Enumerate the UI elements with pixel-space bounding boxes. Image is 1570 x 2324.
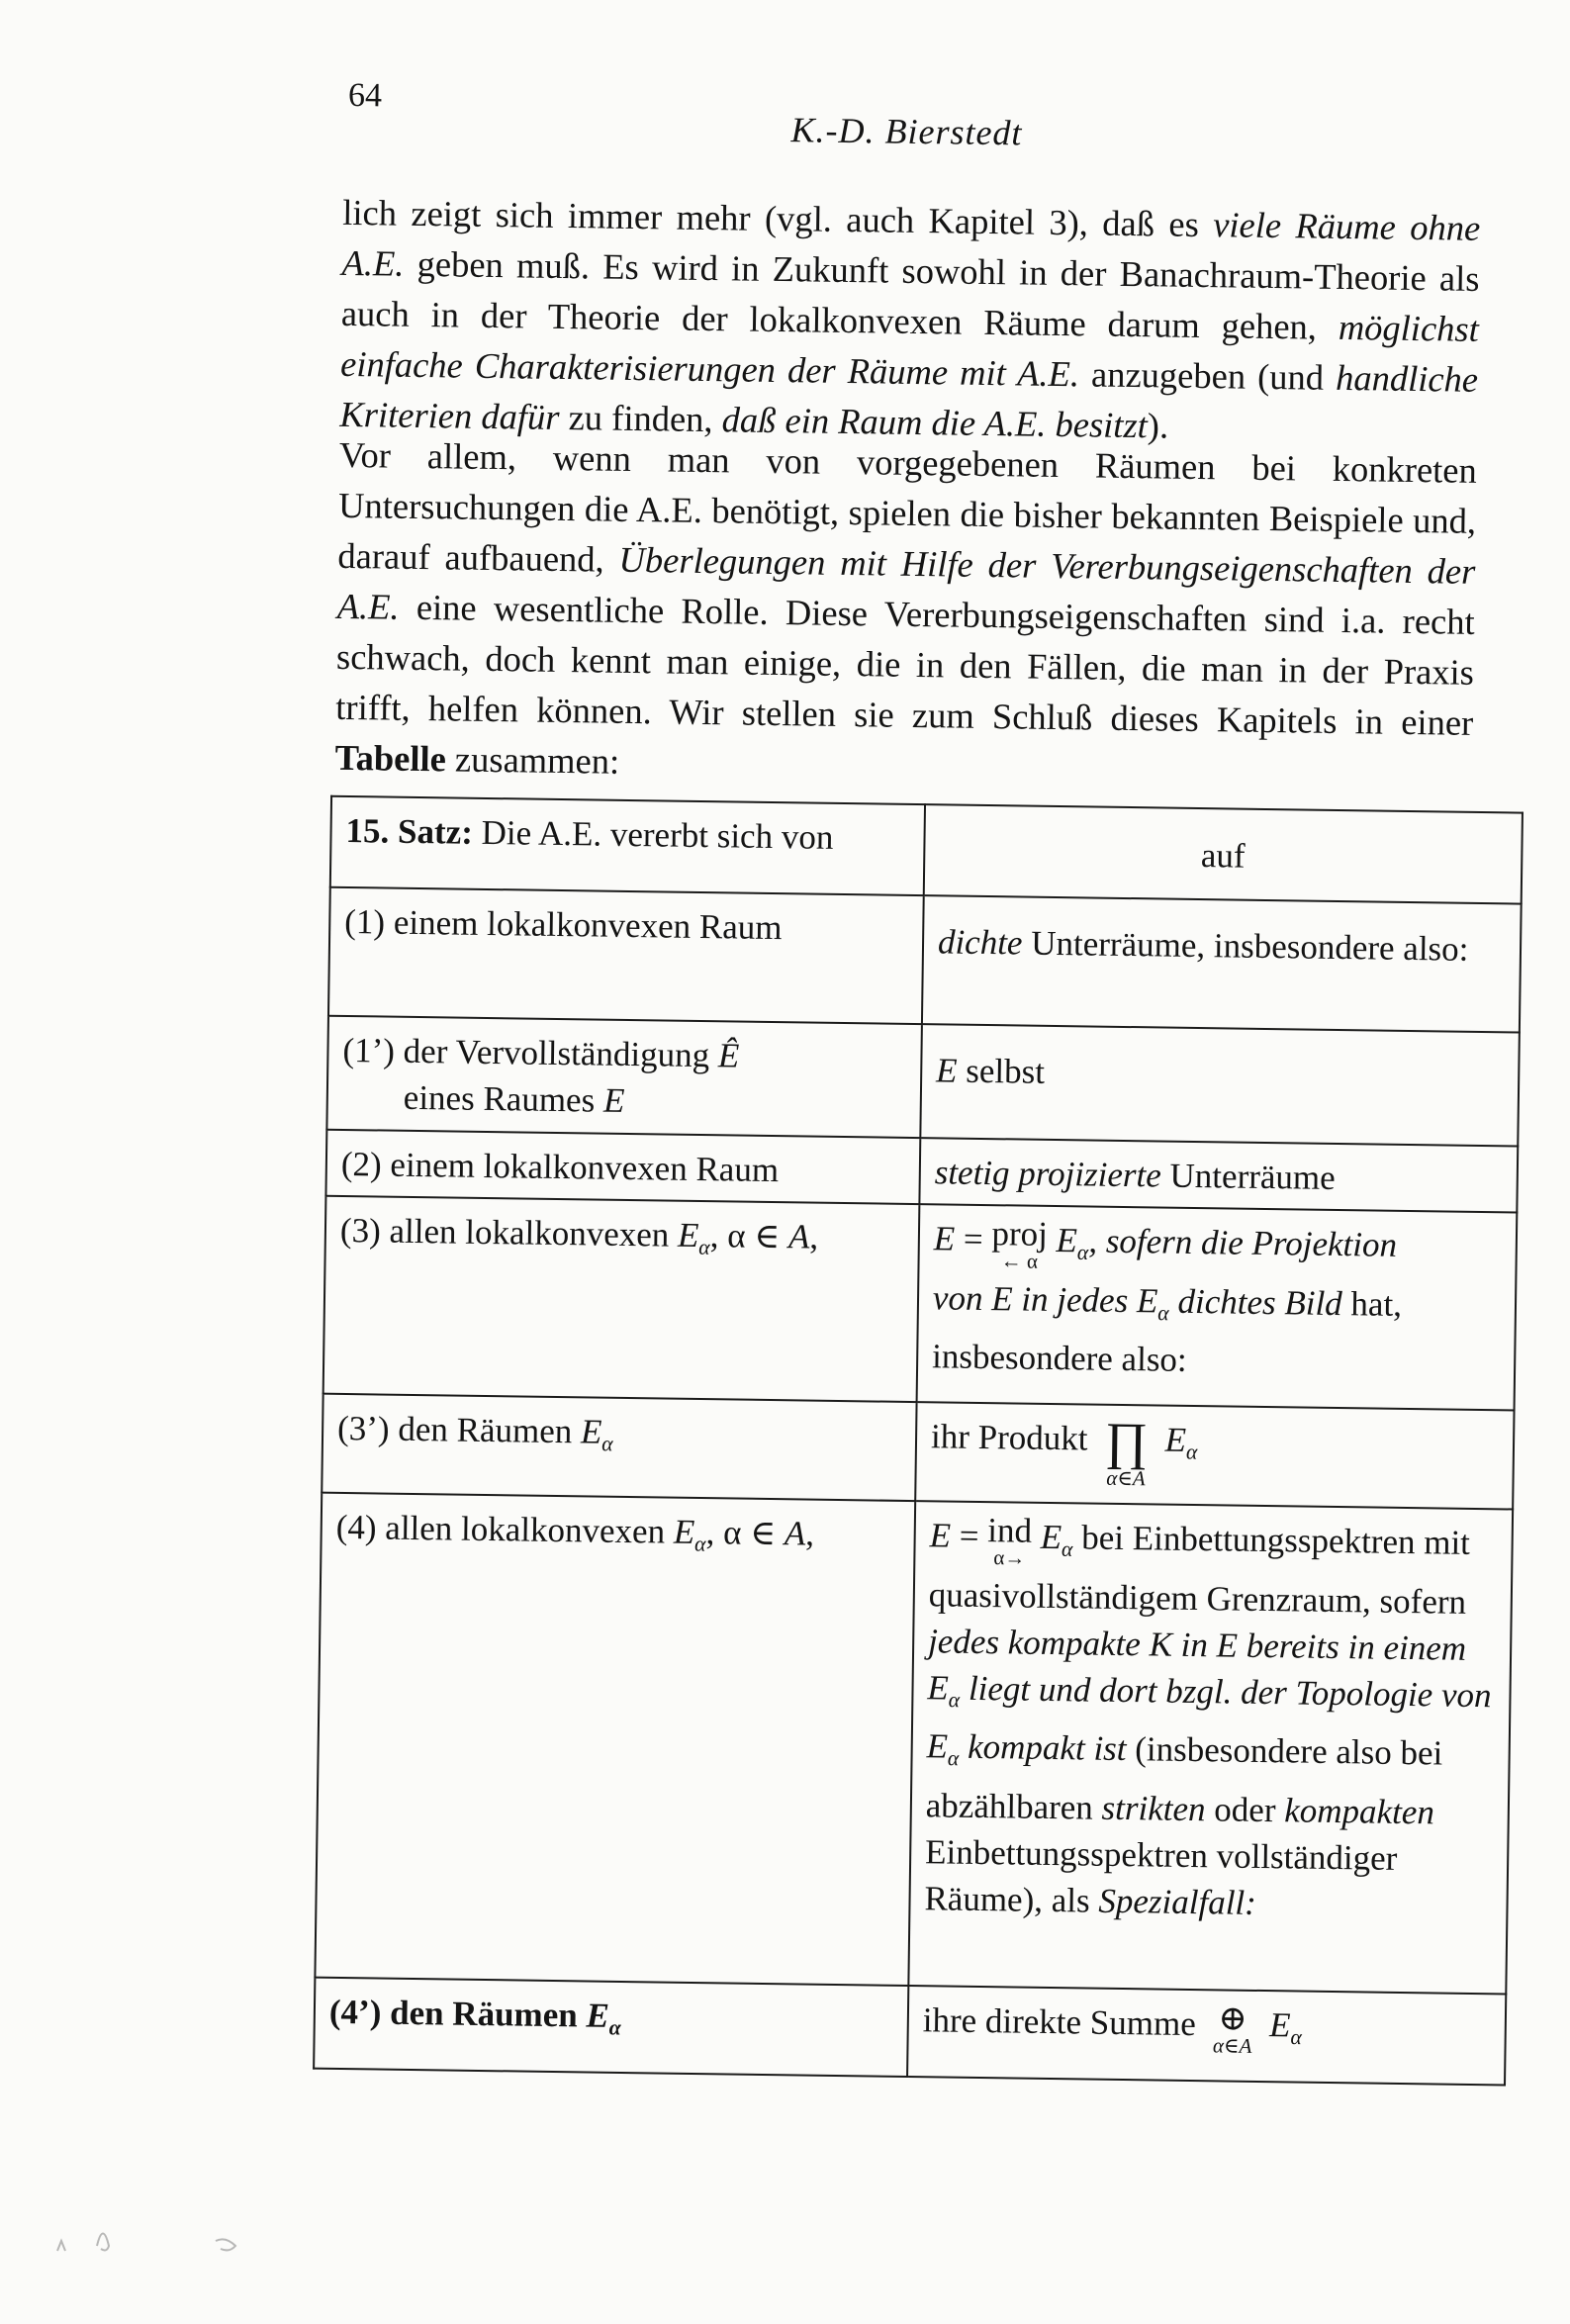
row-1-right — [922, 895, 1522, 1032]
theorem-label: 15. Satz: — [345, 810, 474, 852]
math-alpha: α — [1185, 1440, 1198, 1464]
math-alpha: α — [1076, 1240, 1089, 1265]
p2-text-1: Vor allem, wenn man von vorgegebenen Räumen bei konkreten Untersuchungen die A.E. benötigt, spielen die bisher bekannten Beispiele und, darauf aufbauend, — [337, 433, 1478, 580]
table-row — [323, 1196, 1518, 1411]
row-3-left-text-b: , α ∈ — [709, 1216, 789, 1256]
row-4p-right — [907, 1986, 1506, 2085]
product-operator — [1104, 1412, 1149, 1490]
table-row — [315, 1493, 1513, 1995]
p2-text-2: eine wesentliche Rolle. Diese Vererbungseigenschaften sind i.a. recht schwach, doch kennt man einige, die in den Fällen, die man in der Praxis trifft, helfen können. Wir stellen sie zum Schluß dieses Kapitels in einer — [335, 586, 1475, 743]
row-3-right-line-2 — [932, 1274, 1502, 1388]
row-3p-right — [915, 1402, 1514, 1509]
ind-operator — [987, 1513, 1033, 1569]
row-3-right-text: hat, insbesondere also: — [931, 1283, 1403, 1380]
row-4-right-emph-4: strikten — [1101, 1788, 1206, 1828]
row-3-right — [916, 1204, 1517, 1410]
p2-bold-1: Tabelle — [334, 736, 447, 780]
scan-smudge-icon — [38, 2191, 255, 2271]
product-index: α∈A — [1106, 1465, 1146, 1490]
math-alpha: α — [948, 1687, 961, 1712]
math-e: E — [580, 1412, 602, 1451]
header-right-text: auf — [1200, 835, 1246, 876]
row-3p-left-text: (3’) den Räumen — [336, 1408, 582, 1451]
row-4-right — [908, 1501, 1513, 1994]
row-2-right-text: Unterräume — [1160, 1156, 1336, 1197]
inheritance-table — [313, 795, 1524, 2087]
row-4-right-text-1: bei Einbettungsspektren mit quasivollständigem Grenzraum, sofern — [928, 1518, 1471, 1622]
page-number: 64 — [347, 76, 383, 115]
row-4-right-emph-5: kompakten — [1283, 1791, 1435, 1832]
row-2-left-text: (2) einem lokalkonvexen Raum — [340, 1144, 780, 1190]
row-4-right-text-2: (insbesondere also bei abzählbaren — [925, 1729, 1443, 1827]
paragraph-2 — [334, 429, 1477, 798]
table-row — [314, 1978, 1506, 2086]
row-1-right-emph: dichte — [937, 922, 1023, 963]
smudge-marks-icon — [38, 2191, 255, 2261]
row-1p-left-line-1 — [342, 1027, 907, 1081]
p2-emph-1: Überlegungen mit Hilfe der Vererbungseigenschaften der A.E. — [336, 538, 1476, 627]
header-right-cell — [924, 804, 1523, 903]
row-2-left — [325, 1130, 920, 1204]
math-alpha: α — [698, 1235, 710, 1259]
paragraph-1 — [339, 187, 1480, 455]
header-left-cell — [330, 796, 925, 895]
math-a: A — [784, 1514, 806, 1553]
row-4-right-text-3: oder — [1205, 1789, 1285, 1830]
row-3p-left — [322, 1394, 916, 1501]
p1-emph-1: viele Räume ohne A.E. — [341, 204, 1481, 284]
math-e: E — [602, 1080, 625, 1120]
p1-text-1: lich zeigt sich immer mehr (vgl. auch Kapitel 3), daß es — [342, 191, 1214, 245]
math-e: E — [1040, 1517, 1062, 1557]
row-1-left — [328, 887, 924, 1024]
math-alpha: α — [693, 1532, 706, 1556]
row-4-right-emph-3: kompakt ist — [959, 1726, 1127, 1769]
math-alpha: α — [608, 2015, 621, 2040]
row-4-right-emph-1: jedes kompakte K in E bereits in einem E — [927, 1621, 1467, 1708]
math-alpha: α — [601, 1432, 613, 1456]
row-4p-left — [314, 1978, 908, 2077]
row-3-left-text-a: (3) allen lokalkonvexen — [339, 1210, 679, 1255]
row-1p-right-text: selbst — [957, 1051, 1046, 1091]
math-e: E — [935, 1051, 958, 1090]
product-symbol-icon: ∏ — [1104, 1412, 1149, 1471]
math-e: E — [677, 1215, 699, 1255]
running-head: K.-D. Bierstedt — [790, 110, 1023, 153]
proj-label: proj — [991, 1214, 1049, 1254]
math-e: E — [586, 1996, 610, 2035]
math-e: E — [1056, 1221, 1078, 1260]
row-4-left-text-b: , α ∈ — [705, 1513, 785, 1553]
row-3-left-text-c: , — [809, 1217, 819, 1256]
math-e-hat: Ê — [717, 1036, 740, 1075]
direct-sum-index: α∈A — [1212, 2033, 1252, 2058]
row-4-right-emph-6: Spezialfall: — [1098, 1881, 1257, 1922]
math-e: E — [1268, 2005, 1291, 2045]
proj-limit: ← α — [1000, 1249, 1039, 1273]
row-4p-right-text: ihre direkte Summe — [922, 2000, 1197, 2044]
row-1p-right — [920, 1024, 1520, 1146]
table-row — [326, 1016, 1519, 1147]
table-row — [322, 1394, 1514, 1510]
math-a: A — [787, 1217, 810, 1256]
math-e: E — [933, 1219, 956, 1258]
ind-limit: α→ — [993, 1545, 1026, 1570]
row-1p-left — [326, 1016, 921, 1138]
p1-emph-2: möglichst einfache Charakterisierungen der Räume mit A.E. — [339, 306, 1480, 395]
row-4-left-text-c: , — [805, 1514, 815, 1553]
row-3-right-emph-1: , sofern die Projektion — [1088, 1221, 1398, 1264]
p1-text-2: geben muß. Es wird in Zukunft sowohl in der Banachraum-Theorie als auch in der Theorie der lokalkonvexen Räume darum gehen, — [340, 242, 1480, 347]
math-alpha: α — [947, 1746, 960, 1771]
table-header-row — [330, 796, 1523, 904]
p2-text-3: zusammen: — [445, 738, 620, 782]
p1-emph-4: daß ein Raum die A.E. besitzt — [721, 399, 1149, 446]
math-equals: = — [950, 1516, 988, 1556]
row-3-right-emph-3: dichtes Bild — [1168, 1281, 1342, 1323]
row-4-left-text-a: (4) allen lokalkonvexen — [335, 1507, 675, 1551]
header-left-text: Die A.E. vererbt sich von — [472, 812, 834, 857]
row-3-right-line-1 — [933, 1215, 1502, 1282]
ind-label: ind — [987, 1511, 1033, 1550]
direct-sum-operator — [1213, 2000, 1252, 2057]
row-2-right-emph: stetig projizierte — [934, 1153, 1162, 1195]
row-3-left — [323, 1196, 920, 1402]
math-alpha: α — [1061, 1536, 1073, 1561]
row-4-right-text-4: Einbettungsspektren vollständiger Räume), als — [924, 1832, 1398, 1920]
row-1-right-text: Unterräume, insbesondere also: — [1022, 923, 1469, 969]
math-e: E — [1164, 1420, 1187, 1459]
direct-sum-symbol-icon: ⊕ — [1218, 1999, 1248, 2038]
row-1-left-text: (1) einem lokalkonvexen Raum — [344, 901, 783, 948]
math-alpha: α — [1290, 2025, 1302, 2050]
table-row — [328, 887, 1522, 1033]
row-2-right — [919, 1138, 1518, 1212]
row-4-left — [315, 1493, 915, 1986]
row-4p-left-text: (4’) den Räumen — [328, 1992, 587, 2035]
p1-text-5: ). — [1147, 405, 1169, 446]
math-alpha: α — [1157, 1300, 1169, 1325]
p1-emph-3: handliche Kriterien dafür — [339, 356, 1479, 437]
math-e: E — [929, 1516, 952, 1555]
proj-operator — [991, 1216, 1048, 1272]
row-1p-left-text-b: eines Raumes — [403, 1077, 604, 1120]
row-1p-left-line-2 — [342, 1073, 907, 1128]
row-4-right-emph-2: liegt und dort bzgl. der Topologie von E — [926, 1668, 1492, 1766]
row-1p-left-text-a: (1’) der Vervollständigung — [342, 1030, 719, 1075]
p1-text-4: zu finden, — [559, 396, 722, 440]
row-3-right-emph-2: von E in jedes E — [932, 1277, 1158, 1321]
row-3p-right-text: ihr Produkt — [930, 1417, 1088, 1458]
p1-text-3: anzugeben (und — [1078, 353, 1337, 398]
math-equals: = — [954, 1219, 992, 1259]
math-e: E — [673, 1512, 695, 1551]
